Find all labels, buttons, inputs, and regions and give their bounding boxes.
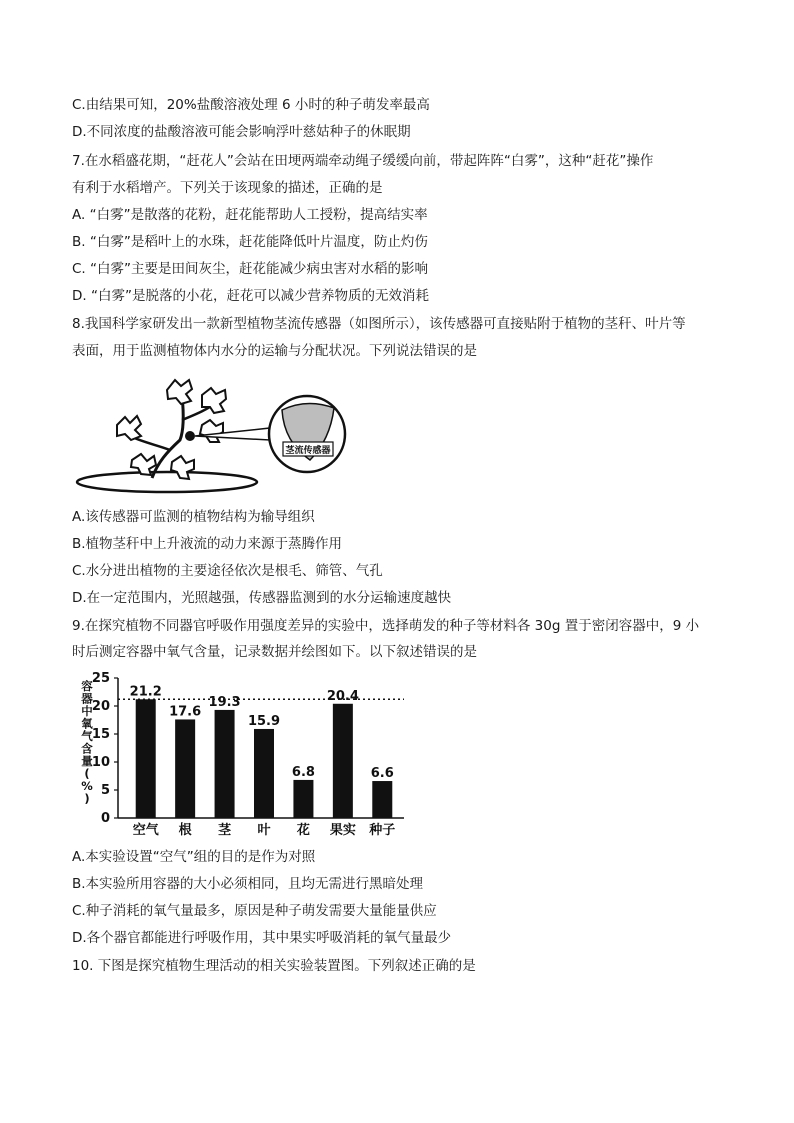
q7-option-c: C. “白雾”主要是田间灰尘，赶花能减少病虫害对水稻的影响 bbox=[72, 261, 428, 277]
bar bbox=[254, 729, 274, 818]
oxygen-bar-chart bbox=[70, 668, 410, 840]
q9-option-d: D.各个器官都能进行呼吸作用，其中果实呼吸消耗的氧气量最少 bbox=[72, 930, 452, 946]
y-axis-label-char: 气 bbox=[81, 729, 93, 743]
x-tick-label: 种子 bbox=[369, 823, 396, 838]
bar-value-label: 15.9 bbox=[247, 713, 281, 729]
y-axis-label-char: 容 bbox=[81, 679, 93, 693]
x-tick-label: 茎 bbox=[218, 823, 232, 838]
sensor-dot bbox=[185, 431, 195, 441]
bar-value-label: 20.4 bbox=[326, 688, 359, 704]
q7-option-a: A. “白雾”是散落的花粉，赶花能帮助人工授粉，提高结实率 bbox=[72, 207, 428, 223]
bar bbox=[175, 719, 195, 818]
bar bbox=[333, 704, 353, 818]
option-c-prev: C.由结果可知，20%盐酸溶液处理 6 小时的种子萌发率最高 bbox=[72, 97, 430, 113]
y-axis-label-char: ( bbox=[84, 766, 90, 781]
x-tick-label: 叶 bbox=[257, 823, 271, 838]
q7-option-b: B. “白雾”是稻叶上的水珠，赶花能降低叶片温度，防止灼伤 bbox=[72, 234, 428, 250]
bar bbox=[136, 699, 156, 818]
chart-layer bbox=[80, 671, 404, 838]
x-tick-label: 花 bbox=[296, 823, 310, 838]
ground-ellipse bbox=[77, 472, 257, 492]
y-tick-label: 25 bbox=[91, 671, 110, 686]
y-axis-label-char: ) bbox=[84, 791, 90, 806]
bar bbox=[293, 780, 313, 818]
y-tick-label: 15 bbox=[91, 727, 110, 742]
q8-option-b: B.植物茎秆中上升液流的动力来源于蒸腾作用 bbox=[72, 536, 343, 552]
q8-option-c: C.水分进出植物的主要途径依次是根毛、筛管、气孔 bbox=[72, 563, 383, 579]
y-axis-label-char: 器 bbox=[81, 691, 93, 706]
x-tick-label: 根 bbox=[178, 823, 192, 838]
bar bbox=[215, 710, 235, 818]
x-tick-label: 果实 bbox=[329, 823, 356, 838]
plant-sensor-figure bbox=[72, 370, 352, 500]
q9-option-b: B.本实验所用容器的大小必须相同，且均无需进行黑暗处理 bbox=[72, 876, 424, 892]
q7-option-d: D. “白雾”是脱落的小花，赶花可以减少营养物质的无效消耗 bbox=[72, 288, 429, 304]
y-axis-label-char: 量 bbox=[81, 754, 93, 768]
x-tick-label: 空气 bbox=[132, 823, 159, 838]
y-axis-label-char: 中 bbox=[81, 704, 93, 718]
plant-leaf bbox=[117, 416, 141, 440]
q9-option-a: A.本实验设置“空气”组的目的是作为对照 bbox=[72, 849, 316, 865]
option-d-prev: D.不同浓度的盐酸溶液可能会影响浮叶慈姑种子的休眠期 bbox=[72, 124, 411, 140]
y-axis-label-char: % bbox=[81, 779, 93, 793]
q7-stem-line1: 7.在水稻盛花期，“赶花人”会站在田埂两端牵动绳子缓缓向前，带起阵阵“白雾”，这种“赶花”操作 bbox=[72, 153, 654, 169]
bar-value-label: 17.6 bbox=[169, 704, 202, 720]
y-tick-label: 10 bbox=[91, 755, 110, 770]
q10-stem: 10. 下图是探究植物生理活动的相关实验装置图。下列叙述正确的是 bbox=[72, 958, 476, 974]
sensor-label: 茎流传感器 bbox=[285, 446, 331, 456]
y-tick-label: 5 bbox=[100, 783, 110, 798]
bar-value-label: 6.6 bbox=[370, 766, 394, 782]
bar bbox=[372, 781, 392, 818]
y-tick-label: 0 bbox=[100, 811, 110, 826]
plant-leaf bbox=[200, 420, 223, 442]
plant-leaf bbox=[167, 380, 192, 404]
q9-stem-line2: 时后测定容器中氧气含量，记录数据并绘图如下。以下叙述错误的是 bbox=[72, 644, 477, 660]
y-tick-label: 20 bbox=[91, 699, 110, 714]
q8-option-d: D.在一定范围内，光照越强，传感器监测到的水分运输速度越快 bbox=[72, 590, 452, 606]
bar-value-label: 21.2 bbox=[129, 684, 162, 700]
q7-stem-line2: 有利于水稻增产。下列关于该现象的描述，正确的是 bbox=[72, 180, 383, 196]
q8-option-a: A.该传感器可监测的植物结构为输导组织 bbox=[72, 509, 315, 525]
q8-stem-line2: 表面，用于监测植物体内水分的运输与分配状况。下列说法错误的是 bbox=[72, 343, 477, 359]
bar-value-label: 19.3 bbox=[208, 694, 241, 710]
q9-option-c: C.种子消耗的氧气量最多，原因是种子萌发需要大量能量供应 bbox=[72, 903, 437, 919]
y-axis-label-char: 含 bbox=[81, 741, 93, 756]
q8-stem-line1: 8.我国科学家研发出一款新型植物茎流传感器（如图所示），该传感器可直接贴附于植物的茎秆、叶片等 bbox=[72, 316, 686, 332]
q9-stem-line1: 9.在探究植物不同器官呼吸作用强度差异的实验中，选择萌发的种子等材料各 30g 置于密闭容器中，9 小 bbox=[72, 618, 700, 634]
bar-value-label: 6.8 bbox=[291, 764, 315, 780]
y-axis-label-char: 氧 bbox=[81, 716, 93, 731]
